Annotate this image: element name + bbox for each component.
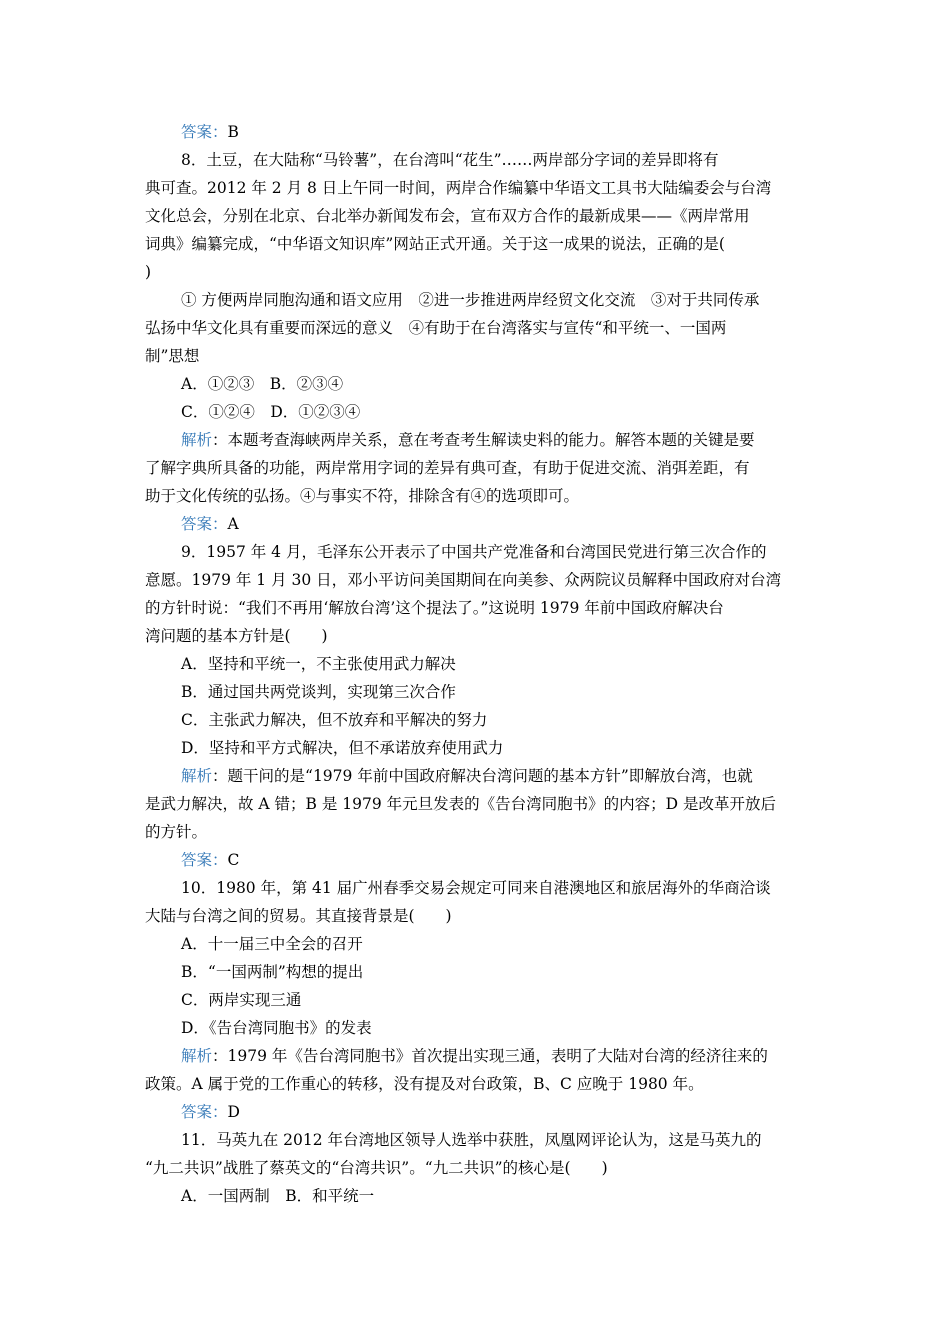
q9-option-a: A．坚持和平统一，不主张使用武力解决 [181, 655, 456, 673]
q11-option-line: A．一国两制 B．和平统一 [181, 1187, 375, 1205]
answer-value: D [227, 1103, 240, 1121]
q8-stem-line: 文化总会，分别在北京、台北举办新闻发布会，宣布双方合作的最新成果——《两岸常用 [145, 207, 750, 225]
q10-answer-line [145, 1098, 805, 1126]
analysis-label: 解析 [181, 431, 213, 449]
document-page [145, 118, 805, 1210]
q9-stem-line: 湾问题的基本方针是( ) [145, 627, 328, 645]
answer-label: 答案： [181, 123, 228, 141]
analysis-text: ：本题考查海峡两岸关系，意在考查考生解读史料的能力。解答本题的关键是要 [212, 431, 755, 449]
analysis-label: 解析 [181, 1047, 213, 1065]
answer-value: A [227, 515, 239, 533]
q10-option-a: A．十一届三中全会的召开 [181, 935, 363, 953]
q9-answer-line [145, 846, 805, 874]
q8-stem-line: 词典》编纂完成，“中华语文知识库”网站正式开通。关于这一成果的说法，正确的是( [145, 235, 725, 253]
q9-stem-line: 的方针时说：“我们不再用‘解放台湾’这个提法了。”这说明 1979 年前中国政府解决台 [145, 599, 724, 617]
q9-analysis-line [145, 762, 805, 790]
q7-answer-line [145, 118, 805, 146]
q8-option-line: A．①②③ B．②③④ [181, 375, 344, 393]
q8-stem-line: 典可查。2012 年 2 月 8 日上午同一时间，两岸合作编纂中华语文工具书大陆编委会与台湾 [145, 179, 772, 197]
q9-option-b: B．通过国共两党谈判，实现第三次合作 [181, 683, 456, 701]
q8-statement-line: ① 方便两岸同胞沟通和语文应用 ②进一步推进两岸经贸文化交流 ③对于共同传承 [181, 291, 760, 309]
q9-analysis-line: 的方针。 [145, 823, 208, 841]
q9-stem-line: 意愿。1979 年 1 月 30 日，邓小平访问美国期间在向美参、众两院议员解释中国政府对台湾 [145, 571, 782, 589]
q8-option-line: C．①②④ D．①②③④ [181, 403, 361, 421]
analysis-text: ：1979 年《告台湾同胞书》首次提出实现三通，表明了大陆对台湾的经济往来的 [212, 1047, 768, 1065]
q8-analysis-line: 助于文化传统的弘扬。④与事实不符，排除含有④的选项即可。 [145, 487, 580, 505]
q8-stem-line: 8．土豆，在大陆称“马铃薯”，在台湾叫“花生”……两岸部分字词的差异即将有 [181, 151, 719, 169]
q10-stem-line: 大陆与台湾之间的贸易。其直接背景是( ) [145, 907, 452, 925]
q8-statement-line: 弘扬中华文化具有重要而深远的意义 ④有助于在台湾落实与宣传“和平统一、一国两 [145, 319, 727, 337]
q11-stem-line: 11．马英九在 2012 年台湾地区领导人选举中获胜，凤凰网评论认为，这是马英九的 [181, 1131, 762, 1149]
q8-analysis-line: 了解字典所具备的功能，两岸常用字词的差异有典可查，有助于促进交流、消弭差距，有 [145, 459, 750, 477]
answer-label: 答案： [181, 1103, 228, 1121]
q8-stem-line: ) [145, 263, 152, 281]
q9-analysis-line: 是武力解决，故 A 错；B 是 1979 年元旦发表的《告台湾同胞书》的内容；D 是改革开放后 [145, 795, 777, 813]
q10-option-b: B．“一国两制”构想的提出 [181, 963, 364, 981]
q10-option-c: C．两岸实现三通 [181, 991, 302, 1009]
q9-option-d: D．坚持和平方式解决，但不承诺放弃使用武力 [181, 739, 504, 757]
answer-label: 答案： [181, 515, 228, 533]
answer-value: C [227, 851, 240, 869]
answer-value: B [227, 123, 239, 141]
q10-stem-line: 10．1980 年，第 41 届广州春季交易会规定可同来自港澳地区和旅居海外的华商洽谈 [181, 879, 771, 897]
q11-stem-line: “九二共识”战胜了蔡英文的“台湾共识”。“九二共识”的核心是( ) [145, 1159, 608, 1177]
analysis-text: ：题干问的是“1979 年前中国政府解决台湾问题的基本方针”即解放台湾，也就 [212, 767, 753, 785]
q8-answer-line [145, 510, 805, 538]
q9-stem-line: 9．1957 年 4 月，毛泽东公开表示了中国共产党准备和台湾国民党进行第三次合作的 [181, 543, 767, 561]
q10-analysis-line: 政策。A 属于党的工作重心的转移，没有提及对台政策，B、C 应晚于 1980 年。 [145, 1075, 704, 1093]
q10-option-d: D．《告台湾同胞书》的发表 [181, 1019, 372, 1037]
analysis-label: 解析 [181, 767, 213, 785]
answer-label: 答案： [181, 851, 228, 869]
q8-statement-line: 制”思想 [145, 347, 200, 365]
q10-analysis-line [145, 1042, 805, 1070]
q8-analysis-line [145, 426, 805, 454]
q9-option-c: C．主张武力解决，但不放弃和平解决的努力 [181, 711, 488, 729]
